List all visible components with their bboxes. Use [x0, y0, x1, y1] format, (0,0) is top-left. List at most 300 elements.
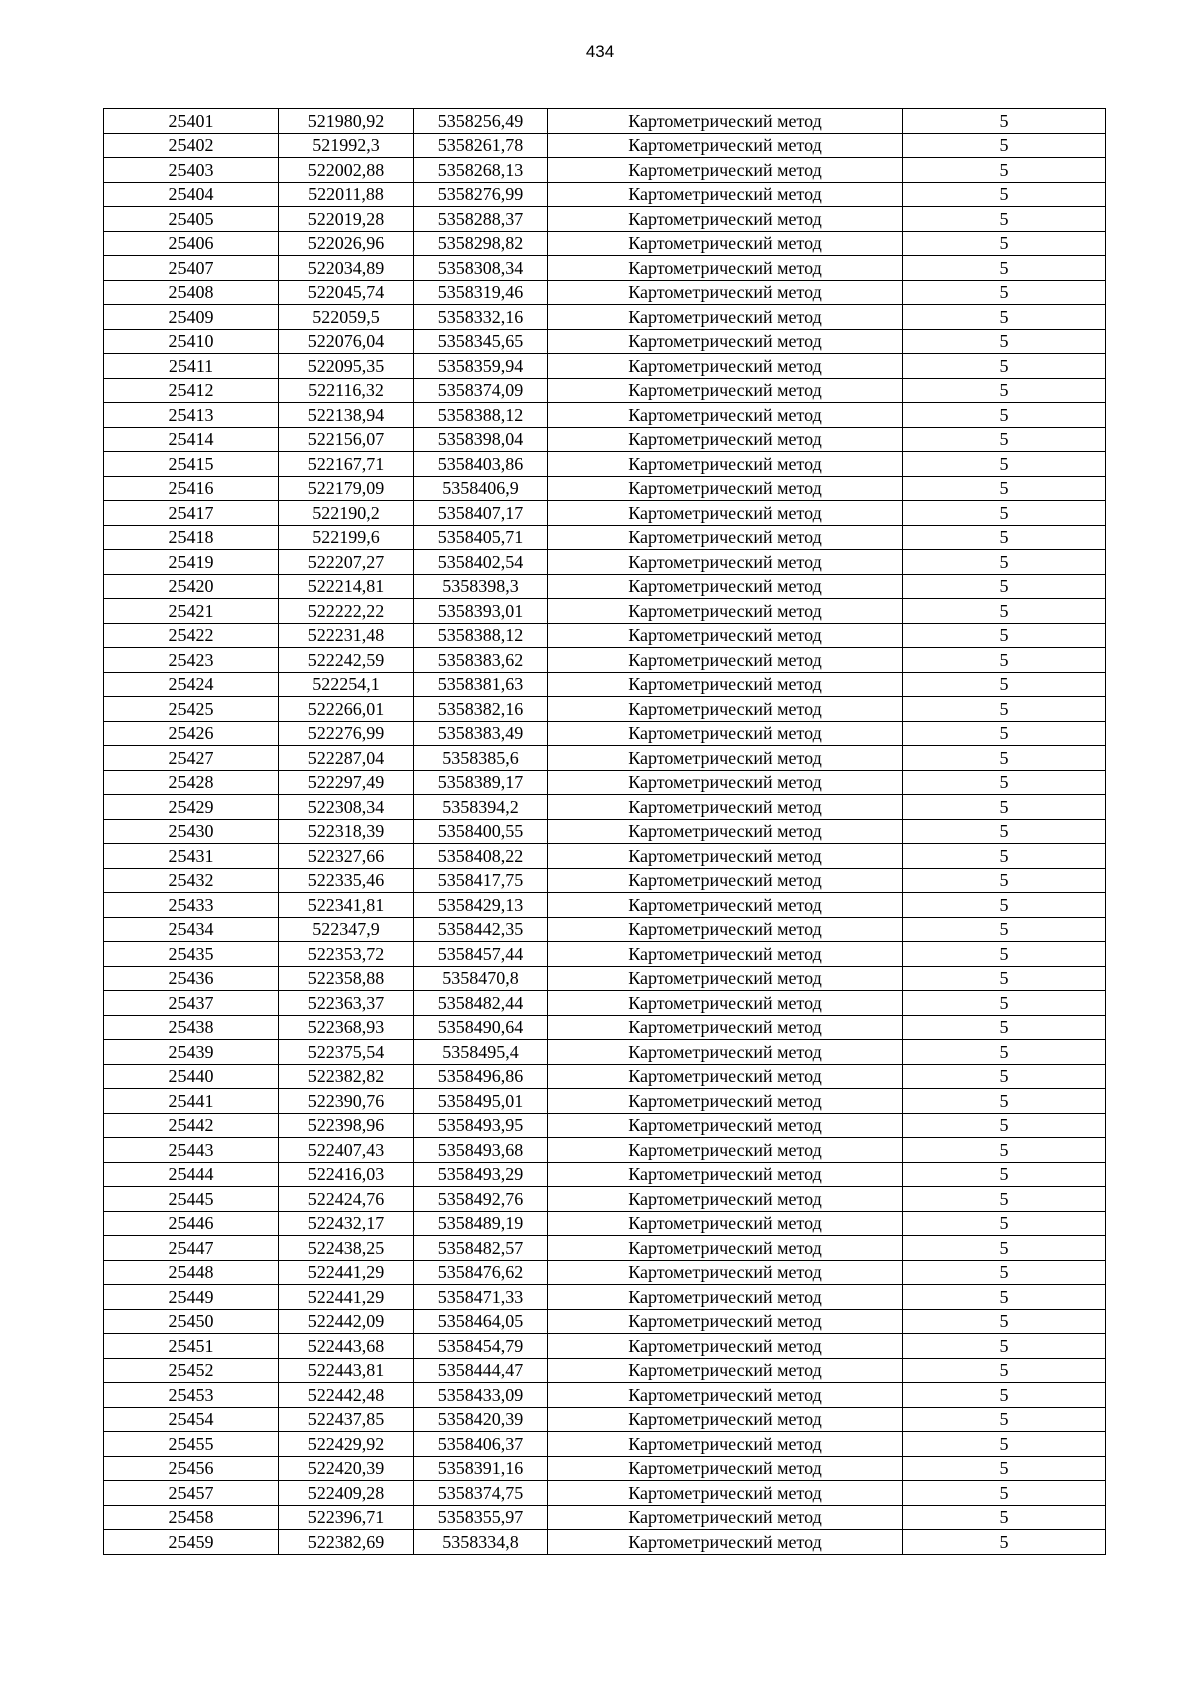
x-coordinate-cell: 522368,93: [279, 1015, 414, 1040]
y-coordinate-cell: 5358389,17: [414, 770, 548, 795]
x-coordinate-cell: 522409,28: [279, 1481, 414, 1506]
table-row: [104, 305, 1106, 330]
accuracy-cell: 5: [903, 648, 1106, 673]
accuracy-cell: 5: [903, 1236, 1106, 1261]
y-coordinate-cell: 5358398,04: [414, 427, 548, 452]
table-row: [104, 525, 1106, 550]
y-coordinate-cell: 5358495,01: [414, 1089, 548, 1114]
accuracy-cell: 5: [903, 256, 1106, 281]
y-coordinate-cell: 5358444,47: [414, 1358, 548, 1383]
x-coordinate-cell: 522443,68: [279, 1334, 414, 1359]
table-row: [104, 1383, 1106, 1408]
table-row: [104, 1162, 1106, 1187]
point-number-cell: 25455: [104, 1432, 279, 1457]
table-row: [104, 721, 1106, 746]
method-cell: Картометрический метод: [548, 1089, 903, 1114]
table-row: [104, 354, 1106, 379]
x-coordinate-cell: 522341,81: [279, 893, 414, 918]
table-row: [104, 452, 1106, 477]
point-number-cell: 25441: [104, 1089, 279, 1114]
accuracy-cell: 5: [903, 1015, 1106, 1040]
x-coordinate-cell: 522335,46: [279, 868, 414, 893]
x-coordinate-cell: 522138,94: [279, 403, 414, 428]
y-coordinate-cell: 5358332,16: [414, 305, 548, 330]
point-number-cell: 25421: [104, 599, 279, 624]
method-cell: Картометрический метод: [548, 1456, 903, 1481]
x-coordinate-cell: 522308,34: [279, 795, 414, 820]
table-row: [104, 1285, 1106, 1310]
accuracy-cell: 5: [903, 427, 1106, 452]
method-cell: Картометрический метод: [548, 1285, 903, 1310]
accuracy-cell: 5: [903, 844, 1106, 869]
y-coordinate-cell: 5358383,62: [414, 648, 548, 673]
accuracy-cell: 5: [903, 476, 1106, 501]
method-cell: Картометрический метод: [548, 1162, 903, 1187]
x-coordinate-cell: 522441,29: [279, 1260, 414, 1285]
accuracy-cell: 5: [903, 991, 1106, 1016]
y-coordinate-cell: 5358464,05: [414, 1309, 548, 1334]
table-row: [104, 574, 1106, 599]
point-number-cell: 25430: [104, 819, 279, 844]
point-number-cell: 25443: [104, 1138, 279, 1163]
method-cell: Картометрический метод: [548, 109, 903, 134]
table-row: [104, 1530, 1106, 1555]
method-cell: Картометрический метод: [548, 1481, 903, 1506]
table-row: [104, 280, 1106, 305]
y-coordinate-cell: 5358482,57: [414, 1236, 548, 1261]
y-coordinate-cell: 5358433,09: [414, 1383, 548, 1408]
accuracy-cell: 5: [903, 158, 1106, 183]
accuracy-cell: 5: [903, 623, 1106, 648]
table-row: [104, 795, 1106, 820]
table-row: [104, 550, 1106, 575]
accuracy-cell: 5: [903, 893, 1106, 918]
method-cell: Картометрический метод: [548, 746, 903, 771]
y-coordinate-cell: 5358261,78: [414, 133, 548, 158]
accuracy-cell: 5: [903, 231, 1106, 256]
x-coordinate-cell: 522026,96: [279, 231, 414, 256]
table-row: [104, 1040, 1106, 1065]
table-row: [104, 819, 1106, 844]
x-coordinate-cell: 522076,04: [279, 329, 414, 354]
method-cell: Картометрический метод: [548, 844, 903, 869]
accuracy-cell: 5: [903, 942, 1106, 967]
point-number-cell: 25424: [104, 672, 279, 697]
point-number-cell: 25407: [104, 256, 279, 281]
method-cell: Картометрический метод: [548, 795, 903, 820]
y-coordinate-cell: 5358420,39: [414, 1407, 548, 1432]
table-row: [104, 133, 1106, 158]
method-cell: Картометрический метод: [548, 1015, 903, 1040]
x-coordinate-cell: 522156,07: [279, 427, 414, 452]
table-row: [104, 1064, 1106, 1089]
accuracy-cell: 5: [903, 795, 1106, 820]
point-number-cell: 25437: [104, 991, 279, 1016]
point-number-cell: 25451: [104, 1334, 279, 1359]
x-coordinate-cell: 522034,89: [279, 256, 414, 281]
x-coordinate-cell: 522416,03: [279, 1162, 414, 1187]
method-cell: Картометрический метод: [548, 525, 903, 550]
table-row: [104, 1015, 1106, 1040]
accuracy-cell: 5: [903, 403, 1106, 428]
y-coordinate-cell: 5358268,13: [414, 158, 548, 183]
point-number-cell: 25449: [104, 1285, 279, 1310]
method-cell: Картометрический метод: [548, 305, 903, 330]
point-number-cell: 25432: [104, 868, 279, 893]
x-coordinate-cell: 522432,17: [279, 1211, 414, 1236]
method-cell: Картометрический метод: [548, 574, 903, 599]
accuracy-cell: 5: [903, 109, 1106, 134]
x-coordinate-cell: 522011,88: [279, 182, 414, 207]
x-coordinate-cell: 522019,28: [279, 207, 414, 232]
accuracy-cell: 5: [903, 280, 1106, 305]
table-row: [104, 1211, 1106, 1236]
x-coordinate-cell: 522287,04: [279, 746, 414, 771]
y-coordinate-cell: 5358288,37: [414, 207, 548, 232]
x-coordinate-cell: 522437,85: [279, 1407, 414, 1432]
method-cell: Картометрический метод: [548, 672, 903, 697]
y-coordinate-cell: 5358496,86: [414, 1064, 548, 1089]
point-number-cell: 25402: [104, 133, 279, 158]
y-coordinate-cell: 5358298,82: [414, 231, 548, 256]
y-coordinate-cell: 5358471,33: [414, 1285, 548, 1310]
method-cell: Картометрический метод: [548, 1138, 903, 1163]
method-cell: Картометрический метод: [548, 1211, 903, 1236]
table-row: [104, 991, 1106, 1016]
x-coordinate-cell: 522358,88: [279, 966, 414, 991]
method-cell: Картометрический метод: [548, 1309, 903, 1334]
y-coordinate-cell: 5358374,75: [414, 1481, 548, 1506]
table-row: [104, 1309, 1106, 1334]
point-number-cell: 25445: [104, 1187, 279, 1212]
y-coordinate-cell: 5358417,75: [414, 868, 548, 893]
method-cell: Картометрический метод: [548, 452, 903, 477]
table-row: [104, 966, 1106, 991]
point-number-cell: 25454: [104, 1407, 279, 1432]
table-row: [104, 770, 1106, 795]
y-coordinate-cell: 5358319,46: [414, 280, 548, 305]
x-coordinate-cell: 522207,27: [279, 550, 414, 575]
accuracy-cell: 5: [903, 966, 1106, 991]
method-cell: Картометрический метод: [548, 476, 903, 501]
method-cell: Картометрический метод: [548, 427, 903, 452]
method-cell: Картометрический метод: [548, 868, 903, 893]
accuracy-cell: 5: [903, 1113, 1106, 1138]
table-row: [104, 844, 1106, 869]
y-coordinate-cell: 5358476,62: [414, 1260, 548, 1285]
point-number-cell: 25439: [104, 1040, 279, 1065]
method-cell: Картометрический метод: [548, 893, 903, 918]
method-cell: Картометрический метод: [548, 917, 903, 942]
table-row: [104, 231, 1106, 256]
y-coordinate-cell: 5358407,17: [414, 501, 548, 526]
point-number-cell: 25450: [104, 1309, 279, 1334]
y-coordinate-cell: 5358393,01: [414, 599, 548, 624]
x-coordinate-cell: 522443,81: [279, 1358, 414, 1383]
accuracy-cell: 5: [903, 1456, 1106, 1481]
table-row: [104, 1260, 1106, 1285]
point-number-cell: 25416: [104, 476, 279, 501]
table-row: [104, 917, 1106, 942]
method-cell: Картометрический метод: [548, 231, 903, 256]
point-number-cell: 25447: [104, 1236, 279, 1261]
point-number-cell: 25431: [104, 844, 279, 869]
point-number-cell: 25409: [104, 305, 279, 330]
coordinates-table: [103, 108, 1106, 1555]
y-coordinate-cell: 5358388,12: [414, 403, 548, 428]
x-coordinate-cell: 522059,5: [279, 305, 414, 330]
y-coordinate-cell: 5358429,13: [414, 893, 548, 918]
method-cell: Картометрический метод: [548, 182, 903, 207]
x-coordinate-cell: 522190,2: [279, 501, 414, 526]
point-number-cell: 25438: [104, 1015, 279, 1040]
x-coordinate-cell: 522441,29: [279, 1285, 414, 1310]
method-cell: Картометрический метод: [548, 354, 903, 379]
point-number-cell: 25459: [104, 1530, 279, 1555]
page-number: 434: [585, 42, 615, 61]
method-cell: Картометрический метод: [548, 280, 903, 305]
y-coordinate-cell: 5358454,79: [414, 1334, 548, 1359]
x-coordinate-cell: 522382,69: [279, 1530, 414, 1555]
y-coordinate-cell: 5358406,37: [414, 1432, 548, 1457]
method-cell: Картометрический метод: [548, 648, 903, 673]
accuracy-cell: 5: [903, 550, 1106, 575]
accuracy-cell: 5: [903, 1040, 1106, 1065]
accuracy-cell: 5: [903, 1309, 1106, 1334]
x-coordinate-cell: 522297,49: [279, 770, 414, 795]
y-coordinate-cell: 5358400,55: [414, 819, 548, 844]
method-cell: Картометрический метод: [548, 623, 903, 648]
x-coordinate-cell: 522382,82: [279, 1064, 414, 1089]
table-row: [104, 697, 1106, 722]
method-cell: Картометрический метод: [548, 1260, 903, 1285]
x-coordinate-cell: 522214,81: [279, 574, 414, 599]
table-row: [104, 1089, 1106, 1114]
y-coordinate-cell: 5358334,8: [414, 1530, 548, 1555]
y-coordinate-cell: 5358442,35: [414, 917, 548, 942]
table-row: [104, 1138, 1106, 1163]
method-cell: Картометрический метод: [548, 1064, 903, 1089]
accuracy-cell: 5: [903, 133, 1106, 158]
method-cell: Картометрический метод: [548, 1383, 903, 1408]
y-coordinate-cell: 5358495,4: [414, 1040, 548, 1065]
point-number-cell: 25427: [104, 746, 279, 771]
point-number-cell: 25422: [104, 623, 279, 648]
table-row: [104, 329, 1106, 354]
method-cell: Картометрический метод: [548, 1407, 903, 1432]
x-coordinate-cell: 522353,72: [279, 942, 414, 967]
accuracy-cell: 5: [903, 746, 1106, 771]
point-number-cell: 25404: [104, 182, 279, 207]
accuracy-cell: 5: [903, 1285, 1106, 1310]
method-cell: Картометрический метод: [548, 403, 903, 428]
y-coordinate-cell: 5358391,16: [414, 1456, 548, 1481]
y-coordinate-cell: 5358355,97: [414, 1505, 548, 1530]
method-cell: Картометрический метод: [548, 721, 903, 746]
table-row: [104, 1505, 1106, 1530]
table-row: [104, 1432, 1106, 1457]
accuracy-cell: 5: [903, 525, 1106, 550]
table-row: [104, 1407, 1106, 1432]
x-coordinate-cell: 522002,88: [279, 158, 414, 183]
coordinates-table-body: [104, 109, 1106, 1555]
method-cell: Картометрический метод: [548, 1236, 903, 1261]
accuracy-cell: 5: [903, 1432, 1106, 1457]
method-cell: Картометрический метод: [548, 1187, 903, 1212]
accuracy-cell: 5: [903, 305, 1106, 330]
y-coordinate-cell: 5358403,86: [414, 452, 548, 477]
point-number-cell: 25453: [104, 1383, 279, 1408]
y-coordinate-cell: 5358406,9: [414, 476, 548, 501]
point-number-cell: 25456: [104, 1456, 279, 1481]
y-coordinate-cell: 5358492,76: [414, 1187, 548, 1212]
point-number-cell: 25448: [104, 1260, 279, 1285]
y-coordinate-cell: 5358482,44: [414, 991, 548, 1016]
point-number-cell: 25425: [104, 697, 279, 722]
y-coordinate-cell: 5358374,09: [414, 378, 548, 403]
point-number-cell: 25429: [104, 795, 279, 820]
x-coordinate-cell: 522222,22: [279, 599, 414, 624]
method-cell: Картометрический метод: [548, 158, 903, 183]
table-row: [104, 868, 1106, 893]
table-row: [104, 672, 1106, 697]
y-coordinate-cell: 5358408,22: [414, 844, 548, 869]
point-number-cell: 25410: [104, 329, 279, 354]
accuracy-cell: 5: [903, 378, 1106, 403]
table-row: [104, 1358, 1106, 1383]
y-coordinate-cell: 5358489,19: [414, 1211, 548, 1236]
method-cell: Картометрический метод: [548, 770, 903, 795]
y-coordinate-cell: 5358470,8: [414, 966, 548, 991]
y-coordinate-cell: 5358405,71: [414, 525, 548, 550]
table-row: [104, 501, 1106, 526]
x-coordinate-cell: 522327,66: [279, 844, 414, 869]
method-cell: Картометрический метод: [548, 501, 903, 526]
x-coordinate-cell: 522407,43: [279, 1138, 414, 1163]
accuracy-cell: 5: [903, 1138, 1106, 1163]
method-cell: Картометрический метод: [548, 1530, 903, 1555]
method-cell: Картометрический метод: [548, 697, 903, 722]
method-cell: Картометрический метод: [548, 1432, 903, 1457]
point-number-cell: 25446: [104, 1211, 279, 1236]
x-coordinate-cell: 522442,48: [279, 1383, 414, 1408]
y-coordinate-cell: 5358385,6: [414, 746, 548, 771]
table-row: [104, 403, 1106, 428]
table-row: [104, 207, 1106, 232]
point-number-cell: 25428: [104, 770, 279, 795]
x-coordinate-cell: 522396,71: [279, 1505, 414, 1530]
point-number-cell: 25408: [104, 280, 279, 305]
accuracy-cell: 5: [903, 819, 1106, 844]
y-coordinate-cell: 5358382,16: [414, 697, 548, 722]
point-number-cell: 25406: [104, 231, 279, 256]
method-cell: Картометрический метод: [548, 599, 903, 624]
y-coordinate-cell: 5358398,3: [414, 574, 548, 599]
y-coordinate-cell: 5358276,99: [414, 182, 548, 207]
x-coordinate-cell: 522179,09: [279, 476, 414, 501]
method-cell: Картометрический метод: [548, 256, 903, 281]
y-coordinate-cell: 5358493,95: [414, 1113, 548, 1138]
y-coordinate-cell: 5358394,2: [414, 795, 548, 820]
accuracy-cell: 5: [903, 672, 1106, 697]
x-coordinate-cell: 522199,6: [279, 525, 414, 550]
accuracy-cell: 5: [903, 574, 1106, 599]
point-number-cell: 25452: [104, 1358, 279, 1383]
method-cell: Картометрический метод: [548, 207, 903, 232]
accuracy-cell: 5: [903, 501, 1106, 526]
method-cell: Картометрический метод: [548, 550, 903, 575]
x-coordinate-cell: 522254,1: [279, 672, 414, 697]
point-number-cell: 25419: [104, 550, 279, 575]
accuracy-cell: 5: [903, 452, 1106, 477]
y-coordinate-cell: 5358388,12: [414, 623, 548, 648]
x-coordinate-cell: 522276,99: [279, 721, 414, 746]
x-coordinate-cell: 522231,48: [279, 623, 414, 648]
y-coordinate-cell: 5358359,94: [414, 354, 548, 379]
method-cell: Картометрический метод: [548, 966, 903, 991]
accuracy-cell: 5: [903, 1505, 1106, 1530]
accuracy-cell: 5: [903, 1064, 1106, 1089]
point-number-cell: 25435: [104, 942, 279, 967]
method-cell: Картометрический метод: [548, 1334, 903, 1359]
method-cell: Картометрический метод: [548, 329, 903, 354]
x-coordinate-cell: 522420,39: [279, 1456, 414, 1481]
method-cell: Картометрический метод: [548, 991, 903, 1016]
accuracy-cell: 5: [903, 868, 1106, 893]
accuracy-cell: 5: [903, 917, 1106, 942]
method-cell: Картометрический метод: [548, 133, 903, 158]
x-coordinate-cell: 522398,96: [279, 1113, 414, 1138]
table-row: [104, 746, 1106, 771]
point-number-cell: 25457: [104, 1481, 279, 1506]
y-coordinate-cell: 5358493,68: [414, 1138, 548, 1163]
x-coordinate-cell: 521992,3: [279, 133, 414, 158]
table-row: [104, 256, 1106, 281]
point-number-cell: 25436: [104, 966, 279, 991]
y-coordinate-cell: 5358457,44: [414, 942, 548, 967]
method-cell: Картометрический метод: [548, 942, 903, 967]
accuracy-cell: 5: [903, 697, 1106, 722]
y-coordinate-cell: 5358308,34: [414, 256, 548, 281]
accuracy-cell: 5: [903, 1481, 1106, 1506]
x-coordinate-cell: 522442,09: [279, 1309, 414, 1334]
accuracy-cell: 5: [903, 1162, 1106, 1187]
point-number-cell: 25434: [104, 917, 279, 942]
method-cell: Картометрический метод: [548, 1358, 903, 1383]
point-number-cell: 25412: [104, 378, 279, 403]
y-coordinate-cell: 5358402,54: [414, 550, 548, 575]
accuracy-cell: 5: [903, 1211, 1106, 1236]
table-row: [104, 158, 1106, 183]
method-cell: Картометрический метод: [548, 378, 903, 403]
table-row: [104, 1187, 1106, 1212]
x-coordinate-cell: 522167,71: [279, 452, 414, 477]
y-coordinate-cell: 5358493,29: [414, 1162, 548, 1187]
table-row: [104, 476, 1106, 501]
table-row: [104, 599, 1106, 624]
accuracy-cell: 5: [903, 354, 1106, 379]
x-coordinate-cell: 522266,01: [279, 697, 414, 722]
method-cell: Картометрический метод: [548, 819, 903, 844]
x-coordinate-cell: 522438,25: [279, 1236, 414, 1261]
y-coordinate-cell: 5358490,64: [414, 1015, 548, 1040]
point-number-cell: 25433: [104, 893, 279, 918]
accuracy-cell: 5: [903, 1260, 1106, 1285]
y-coordinate-cell: 5358381,63: [414, 672, 548, 697]
table-row: [104, 1236, 1106, 1261]
x-coordinate-cell: 521980,92: [279, 109, 414, 134]
table-row: [104, 1113, 1106, 1138]
